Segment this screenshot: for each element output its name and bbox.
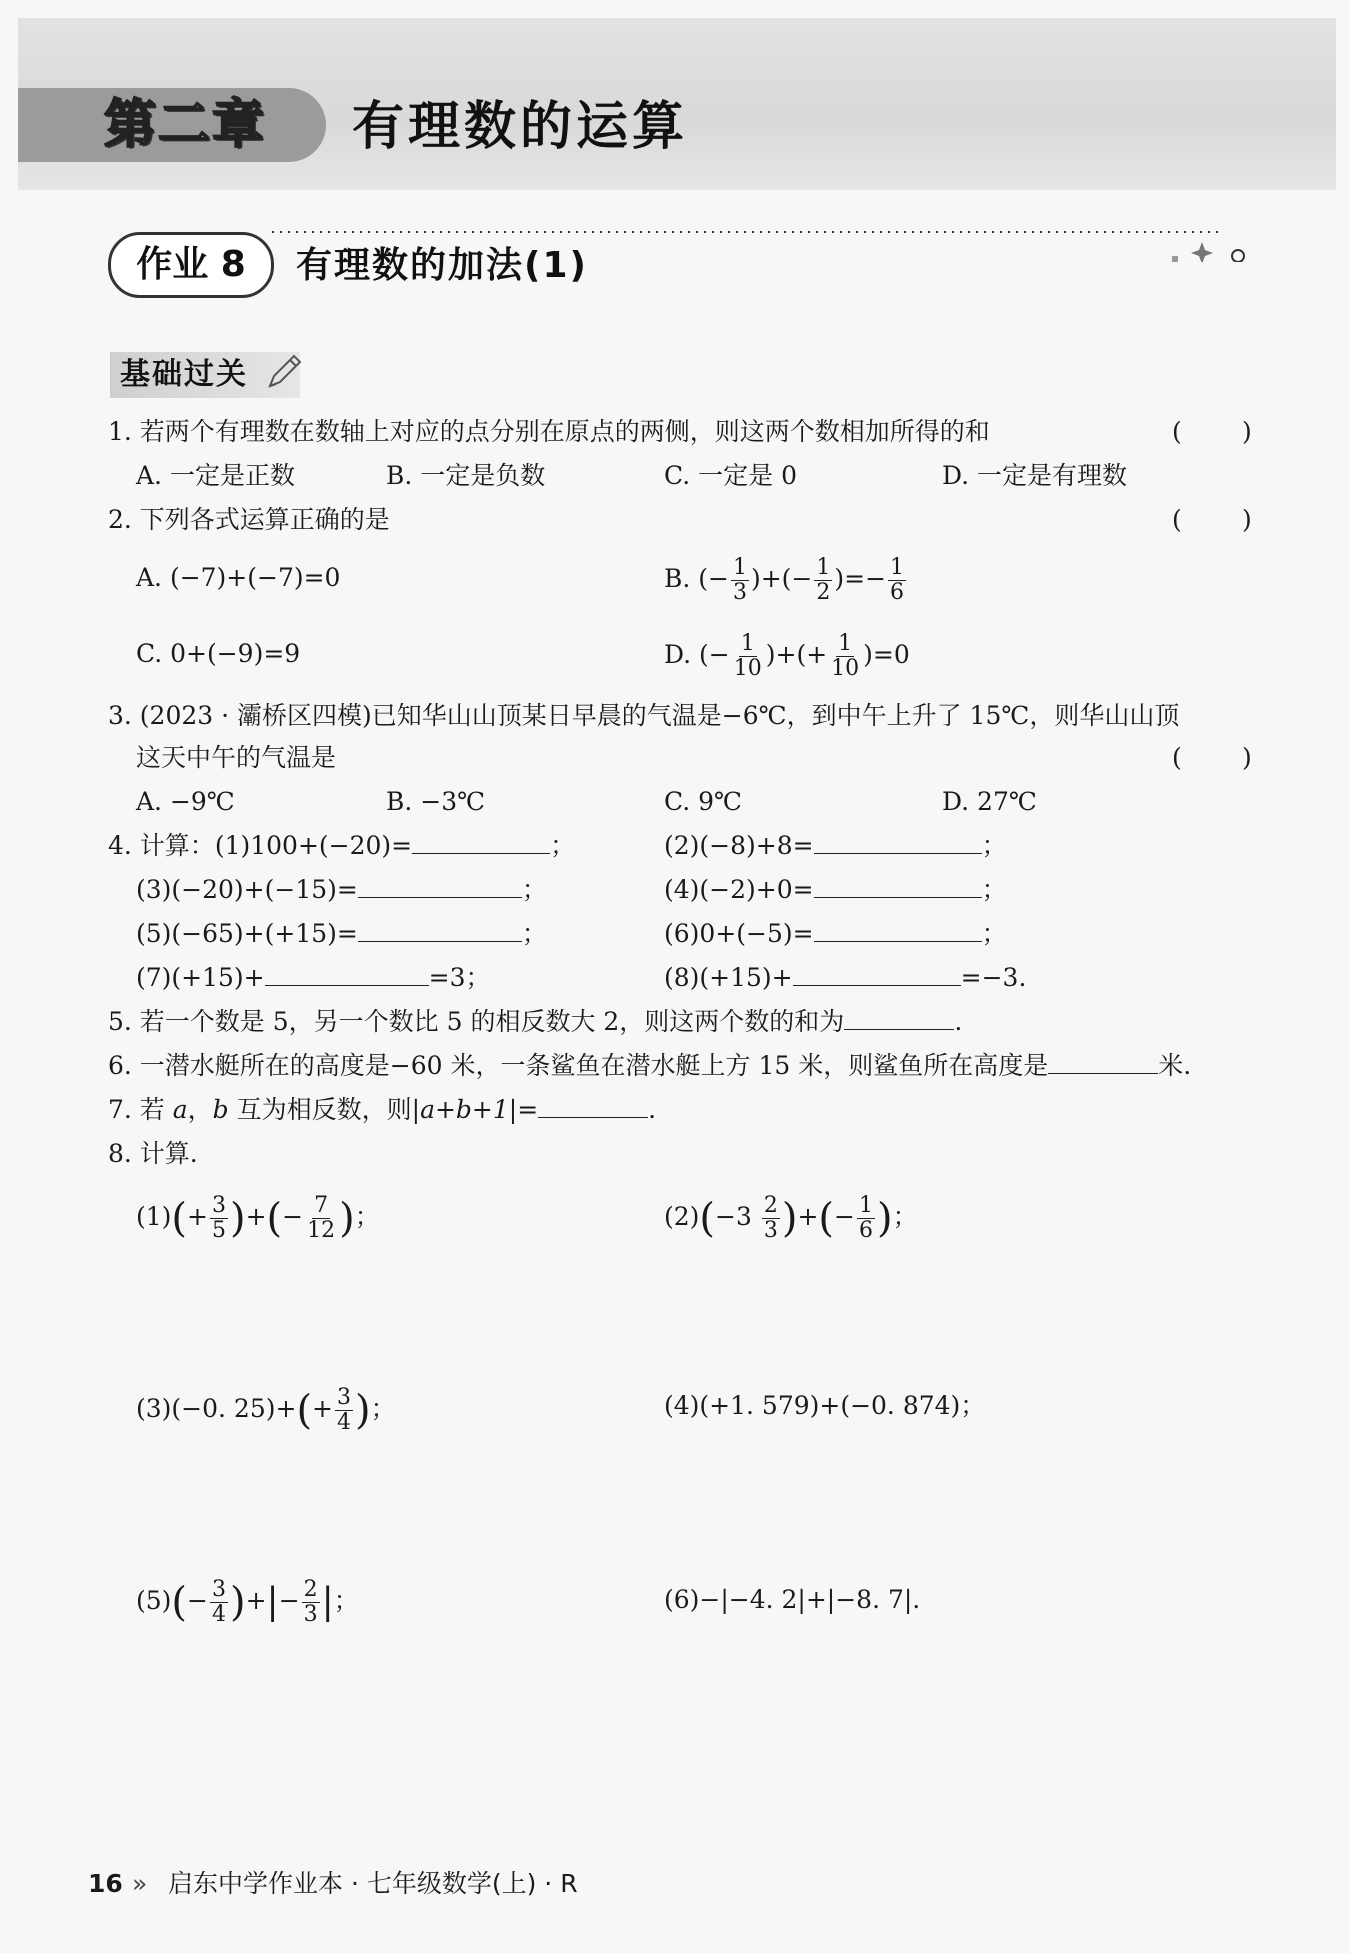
q3-option-d: D. 27℃ <box>942 787 1037 816</box>
q2-stem: 2. 下列各式运算正确的是 <box>108 505 390 534</box>
q3-option-a: A. −9℃ <box>136 787 235 816</box>
double-chevron-icon: » <box>132 1869 148 1898</box>
q7-text: 7. 若 a，b 互为相反数，则|a+b+1|= . <box>108 1095 657 1124</box>
q4-item-5: (5)(−65)+(+15)= ； <box>136 919 547 948</box>
chapter-label: 第二章 <box>104 95 267 155</box>
q4-item-1: 4. 计算：(1)100+(−20)= ； <box>108 831 576 860</box>
q1-stem: 1. 若两个有理数在数轴上对应的点分别在原点的两侧，则这两个数相加所得的和 <box>108 417 990 446</box>
q6-text: 6. 一潜水艇所在的高度是−60 米，一条鲨鱼在潜水艇上方 15 米，则鲨鱼所在高度是 米. <box>108 1051 1192 1080</box>
q4-item-3: (3)(−20)+(−15)= ； <box>136 875 547 904</box>
q3-stem-line1: 3. (2023 · 灞桥区四模)已知华山山顶某日早晨的气温是−6℃，到中午上升了 15℃，则华山山顶 <box>108 701 1180 730</box>
page-number: 16 <box>88 1869 123 1898</box>
pencil-icon <box>262 350 306 394</box>
q1-option-d: D. 一定是有理数 <box>942 461 1128 490</box>
q3-stem-line2: 这天中午的气温是 <box>136 743 337 772</box>
section-label: 基础过关 <box>120 357 248 392</box>
q3-option-c: C. 9℃ <box>664 787 743 816</box>
q8-part-3: (3)(−0. 25)+(+ $\frac{3}{4}$ )； <box>136 1385 396 1435</box>
q8-part-1: (1)(+ $\frac{3}{5}$ )+(− $\frac{7}{12}$ )； <box>136 1193 380 1243</box>
q8-part-4: (4)(+1. 579)+(−0. 874)； <box>664 1391 986 1420</box>
q2-option-c: C. 0+(−9)=9 <box>136 639 301 668</box>
q1-option-a: A. 一定是正数 <box>136 461 295 490</box>
q2-option-a: A. (−7)+(−7)=0 <box>136 563 341 592</box>
q4-item-8: (8)(+15)+ =−3. <box>664 963 1027 992</box>
q2-option-b: B. (− $\frac{1}{3}$ )+(− $\frac{1}{2}$ )=− $\frac{1}{6}$ <box>664 555 905 605</box>
q4-item-4: (4)(−2)+0= ； <box>664 875 1007 904</box>
homework-title: 有理数的加法(1) <box>296 245 588 286</box>
footer-book-title: 启东中学作业本 · 七年级数学(上) · R <box>168 1869 578 1898</box>
q1-option-b: B. 一定是负数 <box>386 461 546 490</box>
q5-text: 5. 若一个数是 5，另一个数比 5 的相反数大 2，则这两个数的和为 . <box>108 1007 963 1036</box>
homework-label: 作业 8 <box>136 244 246 285</box>
q4-item-2: (2)(−8)+8= ； <box>664 831 1007 860</box>
q8-part-5: (5)(− $\frac{3}{4}$ )+|− $\frac{2}{3}$ |； <box>136 1577 359 1627</box>
q4-item-7: (7)(+15)+ =3； <box>136 963 491 992</box>
q1-option-c: C. 一定是 0 <box>664 461 797 490</box>
q4-item-6: (6)0+(−5)= ； <box>664 919 1007 948</box>
q8-part-6: (6)−|−4. 2|+|−8. 7|. <box>664 1585 921 1614</box>
q2-option-d: D. (− $\frac{1}{10}$ )+(+ $\frac{1}{10}$ )=0 <box>664 631 910 681</box>
q8-part-2: (2)(−3 $\frac{2}{3}$ )+(− $\frac{1}{6}$ )； <box>664 1193 918 1243</box>
chapter-title: 有理数的运算 <box>352 97 689 157</box>
q8-stem: 8. 计算. <box>108 1139 198 1168</box>
q3-option-b: B. −3℃ <box>386 787 486 816</box>
